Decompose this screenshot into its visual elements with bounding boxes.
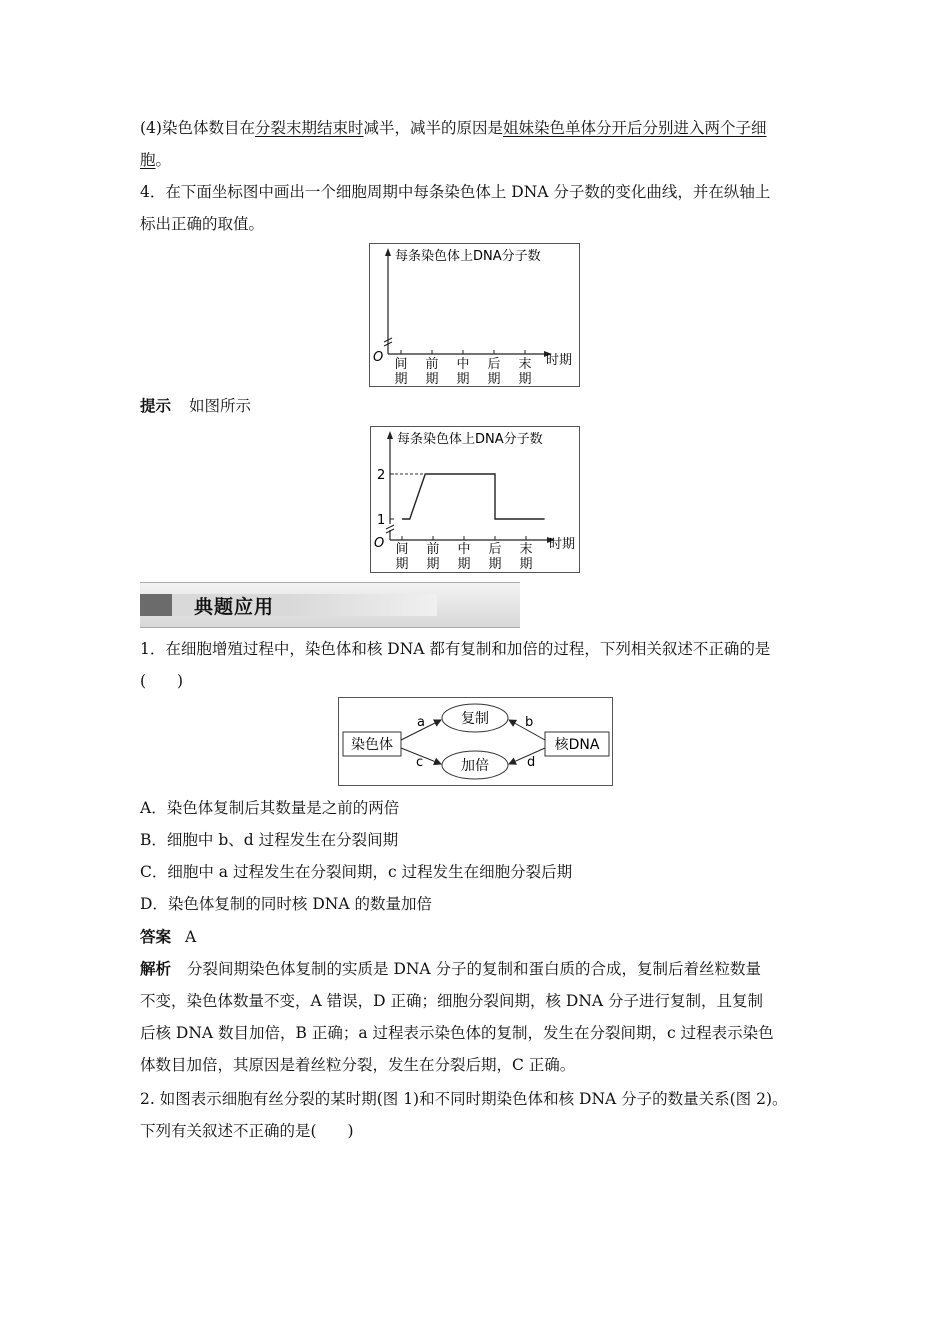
answer-tick-label-top: 前: [426, 542, 440, 557]
banner-dark-block: [140, 594, 172, 616]
answer-value: A: [185, 928, 197, 946]
answer-tick-label-top: 间: [395, 542, 409, 557]
item4-prefix: (4)染色体数目在: [140, 119, 255, 137]
q1-line2: ( ): [140, 672, 184, 690]
item4-underline-1: 分裂末期结束时: [254, 119, 364, 137]
blank-y-arrow: [385, 248, 391, 256]
blank-tick-label-top: 前: [425, 357, 439, 372]
q1-option-c: C．细胞中 a 过程发生在分裂间期，c 过程发生在细胞分裂后期: [140, 863, 573, 881]
analysis-label: 解析: [140, 960, 172, 978]
blank-chart: [369, 243, 580, 387]
answer-ytick-label: 2: [377, 468, 386, 483]
analysis-line4: 体数目加倍，其原因是着丝粒分裂，发生在分裂后期，C 正确。: [140, 1056, 576, 1074]
q4-line2: 标出正确的取值。: [140, 215, 265, 233]
label-c: c: [416, 755, 424, 770]
blank-ylabel: 每条染色体上DNA分子数: [395, 249, 541, 264]
label-b: b: [525, 715, 534, 730]
blank-tick-label-top: 间: [394, 357, 408, 372]
item4-underline-2: 姐妹染色单体分开后分别进入两个子细: [503, 119, 767, 137]
hint-line: [140, 390, 815, 422]
blank-tick-label-top: 中: [456, 357, 470, 372]
q2-line1: 2. 如图表示细胞有丝分裂的某时期(图 1)和不同时期染色体和核 DNA 分子的数量关系(图 2)。: [140, 1090, 788, 1108]
answer-label: 答案: [140, 928, 172, 946]
analysis-line3: 后核 DNA 数目加倍，B 正确；a 过程表示染色体的复制，发生在分裂间期，c 过程表示染色: [140, 1024, 774, 1042]
node-chromosome-label: 染色体: [351, 737, 393, 753]
answer-tick-label-top: 中: [457, 542, 471, 557]
node-replication-label: 复制: [461, 711, 489, 727]
hint-label: 提示: [140, 397, 172, 415]
blank-tick-label-bottom: 期: [456, 372, 470, 386]
answer-tick-label-bottom: 期: [457, 557, 471, 572]
answer-ytick-label: 1: [377, 513, 386, 528]
blank-tick-label-top: 后: [487, 357, 501, 372]
hint-text: 如图所示: [189, 397, 252, 415]
analysis-text-1: 分裂间期染色体复制的实质是 DNA 分子的复制和蛋白质的合成，复制后着丝粒数量: [187, 960, 762, 978]
q1-diagram: [338, 697, 613, 786]
answer-tick-label-bottom: 期: [426, 557, 440, 572]
item4-end: 。: [155, 151, 172, 169]
q1-option-a: A．染色体复制后其数量是之前的两倍: [140, 799, 400, 817]
item4-underline-2b: 胞: [140, 151, 156, 169]
answer-tick-label-top: 末: [519, 542, 533, 557]
answer-tick-label-bottom: 期: [488, 557, 502, 572]
blank-origin: O: [373, 350, 384, 365]
q2-line2: 下列有关叙述不正确的是( ): [140, 1122, 354, 1140]
label-d: d: [527, 755, 536, 770]
q1-answer-line: [140, 921, 815, 953]
answer-tick-label-bottom: 期: [395, 557, 409, 572]
item4-line1: [140, 112, 815, 144]
answer-ylabel: 每条染色体上DNA分子数: [397, 432, 543, 447]
answer-tick-label-top: 后: [488, 542, 502, 557]
blank-tick-label-bottom: 期: [394, 372, 408, 386]
answer-y-arrow: [387, 431, 393, 439]
q1-option-d: D．染色体复制的同时核 DNA 的数量加倍: [140, 895, 432, 913]
item4-mid: 减半，减半的原因是: [363, 119, 503, 137]
answer-origin: O: [374, 536, 385, 551]
section-banner: [140, 582, 520, 626]
node-doubling-label: 加倍: [461, 758, 489, 774]
blank-tick-label-bottom: 期: [487, 372, 501, 386]
section-title: 典题应用: [194, 596, 275, 618]
blank-xlabel: 时期: [546, 353, 573, 368]
q1-option-b: B．细胞中 b、d 过程发生在分裂间期: [140, 831, 399, 849]
analysis-line2: 不变，染色体数量不变，A 错误，D 正确；细胞分裂间期，核 DNA 分子进行复制，且复制: [140, 992, 764, 1010]
q1-line1: 1．在细胞增殖过程中，染色体和核 DNA 都有复制和加倍的过程，下列相关叙述不正确的是: [140, 640, 771, 658]
node-nuclear-dna-label: 核DNA: [554, 737, 600, 753]
q4-line1: 4．在下面坐标图中画出一个细胞周期中每条染色体上 DNA 分子数的变化曲线，并在纵轴上: [140, 183, 771, 201]
item4-line2: [140, 144, 815, 176]
answer-tick-label-bottom: 期: [519, 557, 533, 572]
answer-series-line: [402, 474, 545, 519]
answer-chart: [370, 426, 580, 573]
analysis-line1: [140, 953, 815, 985]
blank-tick-label-bottom: 期: [425, 372, 439, 386]
answer-xlabel: 时期: [549, 537, 576, 552]
blank-tick-label-top: 末: [518, 357, 532, 372]
blank-tick-label-bottom: 期: [518, 372, 532, 386]
label-a: a: [417, 715, 425, 730]
